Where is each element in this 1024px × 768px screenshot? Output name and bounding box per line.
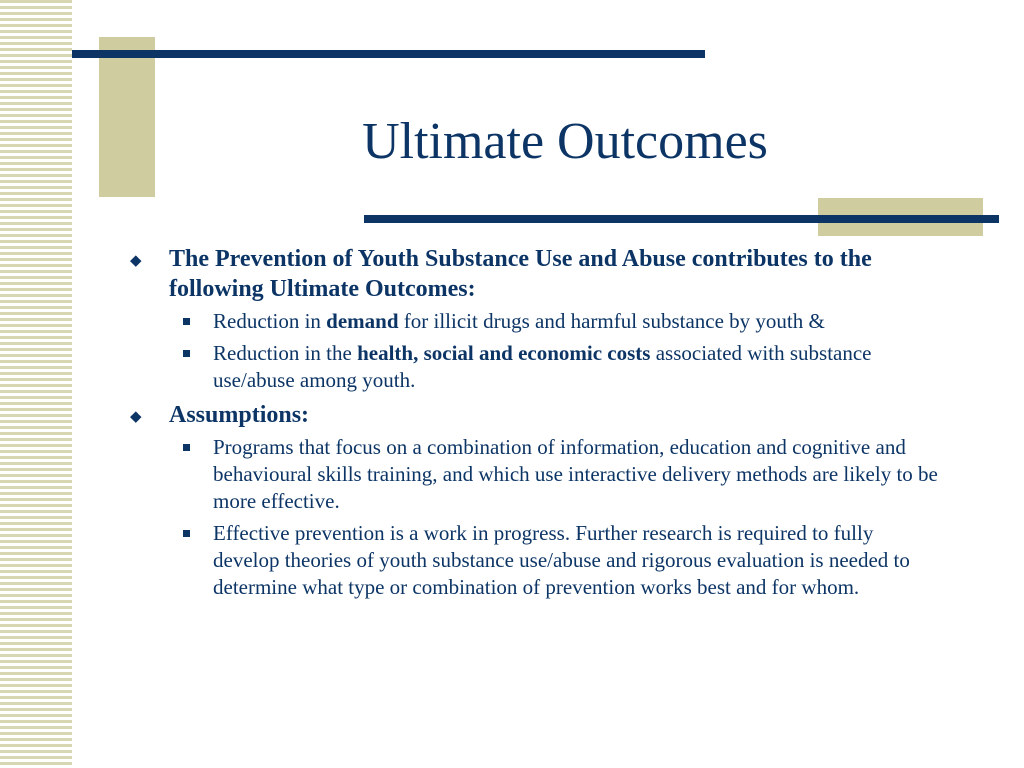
sub-bullet-costs xyxy=(130,340,945,394)
square-bullet-icon xyxy=(183,350,190,357)
sub-bullet-text-pre: Reduction in xyxy=(213,309,327,333)
square-bullet-icon xyxy=(183,530,190,537)
sub-bullet-programs xyxy=(130,434,945,515)
diamond-bullet-icon: ◆ xyxy=(130,253,142,269)
sub-bullet-text: Programs that focus on a combination of information, education and cognitive and behavioural skills training, and which use interactive delivery methods are likely to be more effective. xyxy=(213,435,938,513)
bullet-prevention-heading xyxy=(130,244,945,304)
sub-bullet-text-post: for illicit drugs and harmful substance by youth & xyxy=(398,309,825,333)
decorative-navy-bar-middle xyxy=(364,215,999,223)
sub-bullet-text-pre: Reduction in the xyxy=(213,341,358,365)
sub-bullet-text-post: associated with substance use/abuse among youth. xyxy=(213,341,872,392)
bullet-assumptions-heading xyxy=(130,400,945,430)
decorative-tan-block-left xyxy=(99,37,155,197)
square-bullet-icon xyxy=(183,318,190,325)
slide-title: Ultimate Outcomes xyxy=(362,113,768,170)
sub-bullet-text-bold: demand xyxy=(326,309,399,333)
sub-bullet-effective-prevention xyxy=(130,520,945,601)
slide-body xyxy=(130,244,945,607)
sub-bullet-list xyxy=(130,434,945,601)
sub-bullet-text: Effective prevention is a work in progress. Further research is required to fully develop theories of youth substance use/abuse and rigorous evaluation is needed to determine what type or combination of prevention works best and for whom. xyxy=(213,521,910,599)
sub-bullet-text-bold: health, social and economic costs xyxy=(357,341,651,365)
square-bullet-icon xyxy=(183,444,190,451)
decorative-stripes xyxy=(0,0,72,768)
bullet-text: The Prevention of Youth Substance Use and Abuse contributes to the following Ultimate Outcomes: xyxy=(169,246,872,302)
decorative-navy-bar-top xyxy=(72,50,705,58)
bullet-text: Assumptions: xyxy=(169,402,310,428)
sub-bullet-list xyxy=(130,308,945,394)
diamond-bullet-icon: ◆ xyxy=(130,409,142,425)
sub-bullet-demand xyxy=(130,308,945,335)
